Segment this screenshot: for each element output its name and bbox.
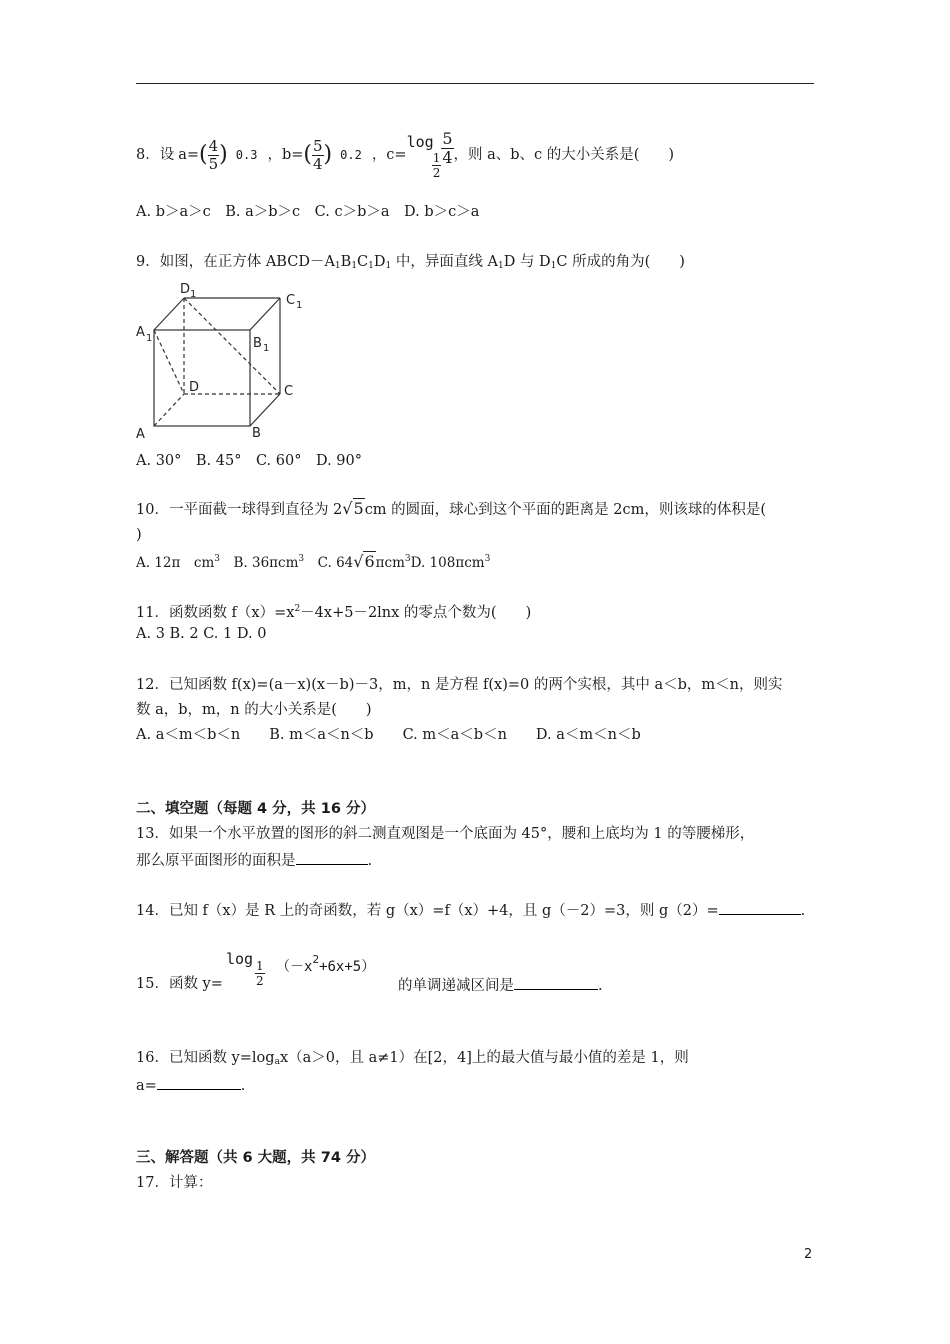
question-12-line1: 12．已知函数 f(x)=(a－x)(x－b)－3，m，n 是方程 f(x)=0 的两个实根，其中 a＜b，m＜n，则实 xyxy=(136,677,783,693)
q8-options: A. b＞a＞c B. a＞b＞c C. c＞b＞a D. b＞c＞a xyxy=(136,204,480,220)
q9-options: A. 30° B. 45° C. 60° D. 90° xyxy=(136,453,362,469)
q10-options: A. 12π $cm^3$ B. 36πcm$^3$ C. 64√6πcm$^3$D. 108πcm$^3$ xyxy=(136,552,491,571)
q14-answer-blank[interactable] xyxy=(719,899,801,915)
q10-stem-continuation: ) xyxy=(136,527,142,543)
svg-text:1: 1 xyxy=(190,289,197,300)
q15-tail: 的单调递减区间是 . xyxy=(398,974,603,996)
label-B: B xyxy=(252,426,261,441)
q16-answer-blank[interactable] xyxy=(157,1074,241,1090)
label-B1: B xyxy=(253,336,262,351)
q8-b-label: ，b= xyxy=(267,147,304,163)
q10-sqrt: √5 xyxy=(342,499,364,518)
q8-tail: ，则 a、b、c 的大小关系是( ) xyxy=(453,147,675,163)
q15-answer-blank[interactable] xyxy=(514,974,598,990)
q15-number: 15．函数 y= xyxy=(136,976,223,992)
q8-a-label: a= xyxy=(178,147,200,163)
section-3-title: 三、解答题（共 6 大题，共 74 分） xyxy=(136,1150,375,1166)
label-A: A xyxy=(136,427,145,442)
label-C: C xyxy=(284,384,294,399)
q8-a-paren-open: ( xyxy=(199,142,208,167)
q8-b-paren-close: ) xyxy=(323,142,333,167)
label-A1: A xyxy=(136,325,145,340)
q8-b-fraction: $\frac{5}{4}$ xyxy=(312,136,323,173)
cube-front-face xyxy=(154,330,250,426)
cube-figure xyxy=(134,280,314,442)
q8-b-paren-open: ( xyxy=(303,142,312,167)
svg-text:1: 1 xyxy=(146,333,153,344)
question-10-stem: 10．一平面截一球得到直径为 2√5cm 的圆面，球心到这个平面的距离是 2cm，则该球的体积是( xyxy=(136,499,767,518)
q8-b-exponent: 0.2 xyxy=(340,148,362,162)
label-C1: C xyxy=(286,293,296,308)
question-17-stem: 17．计算： xyxy=(136,1175,213,1191)
question-13-line1: 13．如果一个水平放置的图形的斜二测直观图是一个底面为 45°，腰和上底均为 1 的等腰梯形， xyxy=(136,826,755,842)
svg-text:1: 1 xyxy=(296,300,303,311)
q15-log-base: $\frac{1}{2}$ xyxy=(256,959,264,988)
svg-text:1: 1 xyxy=(263,343,270,354)
question-13-line2: 那么原平面图形的面积是 . xyxy=(136,849,372,871)
page-number: 2 xyxy=(804,1247,813,1262)
q15-log-argument: $(-x^2+6x+5)$ xyxy=(276,953,376,975)
q8-a-exponent: 0.3 xyxy=(235,148,258,162)
label-D: D xyxy=(189,380,200,395)
label-D1: D xyxy=(180,282,191,297)
header-rule xyxy=(136,83,814,84)
question-12-line2: 数 a，b，m，n 的大小关系是( ) xyxy=(136,702,372,718)
question-8-stem xyxy=(136,125,674,185)
q8-c-label: ，c= xyxy=(371,147,407,163)
q8-c-log-expression xyxy=(407,130,454,180)
segment-A1D-hidden xyxy=(154,330,184,394)
cube-edge-AD-hidden xyxy=(154,394,184,426)
section-2-title: 二、填空题（每题 4 分，共 16 分） xyxy=(136,801,375,817)
q8-a-fraction: $\frac{4}{5}$ xyxy=(208,136,219,173)
q15-log-expression: log xyxy=(226,950,254,968)
cube-edge-A1D1 xyxy=(154,298,184,330)
q8-log-text: log xyxy=(406,133,434,151)
question-9-stem: 9．如图，在正方体 $ABCD-A_1B_1C_1D_1$ 中，异面直线 $A_1D$ 与 $D_1C$ 所成的角为( ) xyxy=(136,254,685,271)
q8-number: 8．设 xyxy=(136,147,175,163)
question-16-line1: 16．已知函数 $y=\log_ax(a>0$，且 a≠1）在[2，4]上的最大值与最小值的差是 1，则 xyxy=(136,1050,689,1067)
q8-log-base: $\frac{1}{2}$ xyxy=(432,151,441,180)
q11-options: A. 3 B. 2 C. 1 D. 0 xyxy=(136,626,267,642)
question-11-stem: 11．函数函数 $f(x)=x^2-4x+5-2\ln x$ 的零点个数为( ) xyxy=(136,604,532,621)
q12-options: A. a＜m＜b＜n B. m＜a＜n＜b C. m＜a＜b＜n D. a＜m＜n＜b xyxy=(136,727,641,743)
q8-log-argument: $\frac{5}{4}$ xyxy=(442,129,453,167)
question-16-line2: a= . xyxy=(136,1074,245,1096)
cube-edge-B1C1 xyxy=(250,298,280,330)
q13-answer-blank[interactable] xyxy=(296,849,368,865)
question-14: 14．已知 f（x）是 R 上的奇函数，若 g（x）=f（x）+4，且 g（－2）=3，则 g（2）= . xyxy=(136,899,805,921)
q8-a-paren-close: ) xyxy=(219,142,228,167)
cube-edge-BC xyxy=(250,394,280,426)
